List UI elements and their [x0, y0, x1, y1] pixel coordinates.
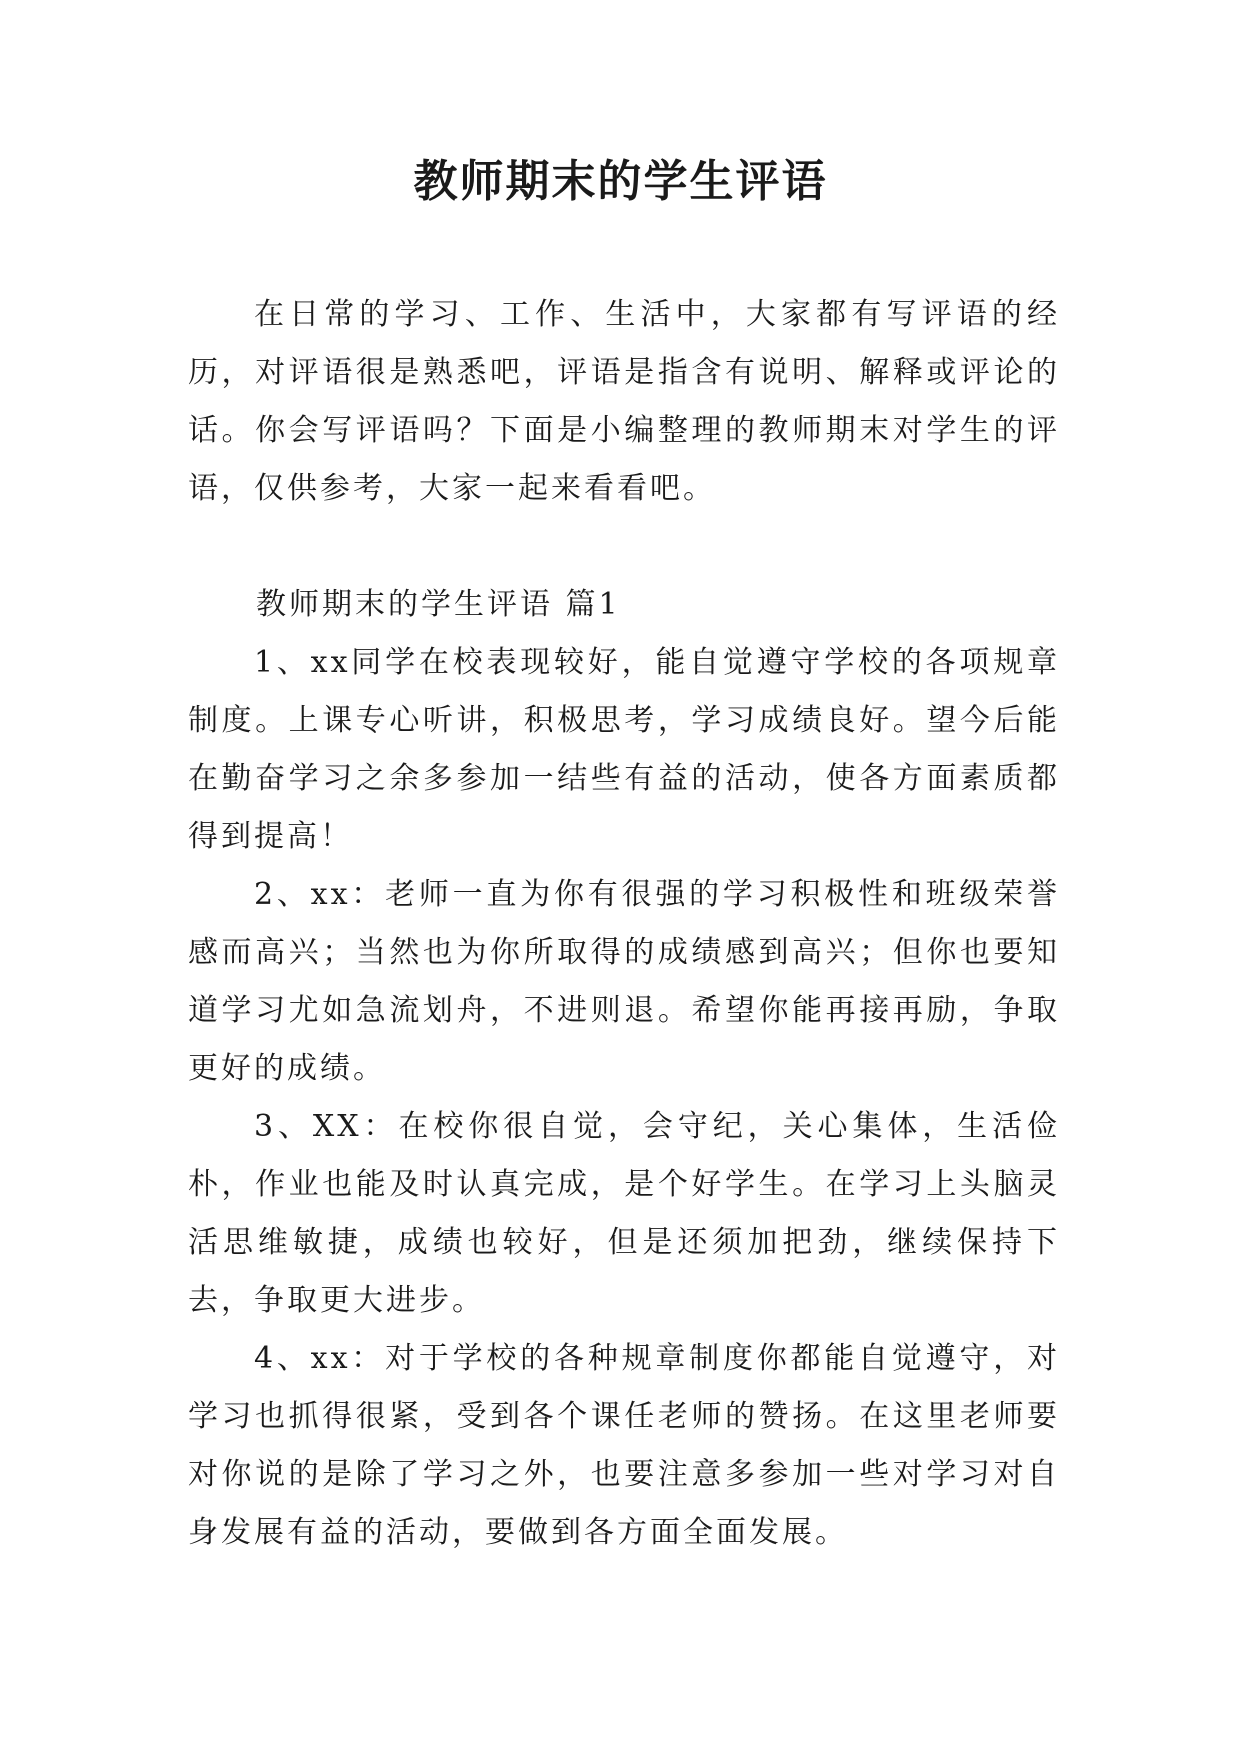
- comment-paragraph: 3、XX：在校你很自觉，会守纪，关心集体，生活俭朴，作业也能及时认真完成，是个好学生。在学习上头脑灵活思维敏捷，成绩也较好，但是还须加把劲，继续保持下去，争取更大进步。: [188, 1109, 1060, 1318]
- comment-paragraph: 1、xx同学在校表现较好，能自觉遵守学校的各项规章制度。上课专心听讲，积极思考，学习成绩良好。望今后能在勤奋学习之余多参加一结些有益的活动，使各方面素质都得到提高！: [188, 645, 1060, 854]
- comment-paragraph: 4、xx：对于学校的各种规章制度你都能自觉遵守，对学习也抓得很紧，受到各个课任老师的赞扬。在这里老师要对你说的是除了学习之外，也要注意多参加一些对学习对自身发展有益的活动，要做到各方面全面发展。: [188, 1341, 1060, 1550]
- comment-paragraph: 2、xx：老师一直为你有很强的学习积极性和班级荣誉感而高兴；当然也为你所取得的成绩感到高兴；但你也要知道学习尤如急流划舟，不进则退。希望你能再接再励，争取更好的成绩。: [188, 877, 1060, 1086]
- section-heading: 教师期末的学生评语 篇1: [256, 587, 621, 622]
- document-title: 教师期末的学生评语: [413, 156, 828, 207]
- comment-list: [188, 634, 1060, 1562]
- intro-paragraph: 在日常的学习、工作、生活中，大家都有写评语的经历，对评语很是熟悉吧，评语是指含有说明、解释或评论的话。你会写评语吗？下面是小编整理的教师期末对学生的评语，仅供参考，大家一起来看看吧。: [188, 297, 1060, 506]
